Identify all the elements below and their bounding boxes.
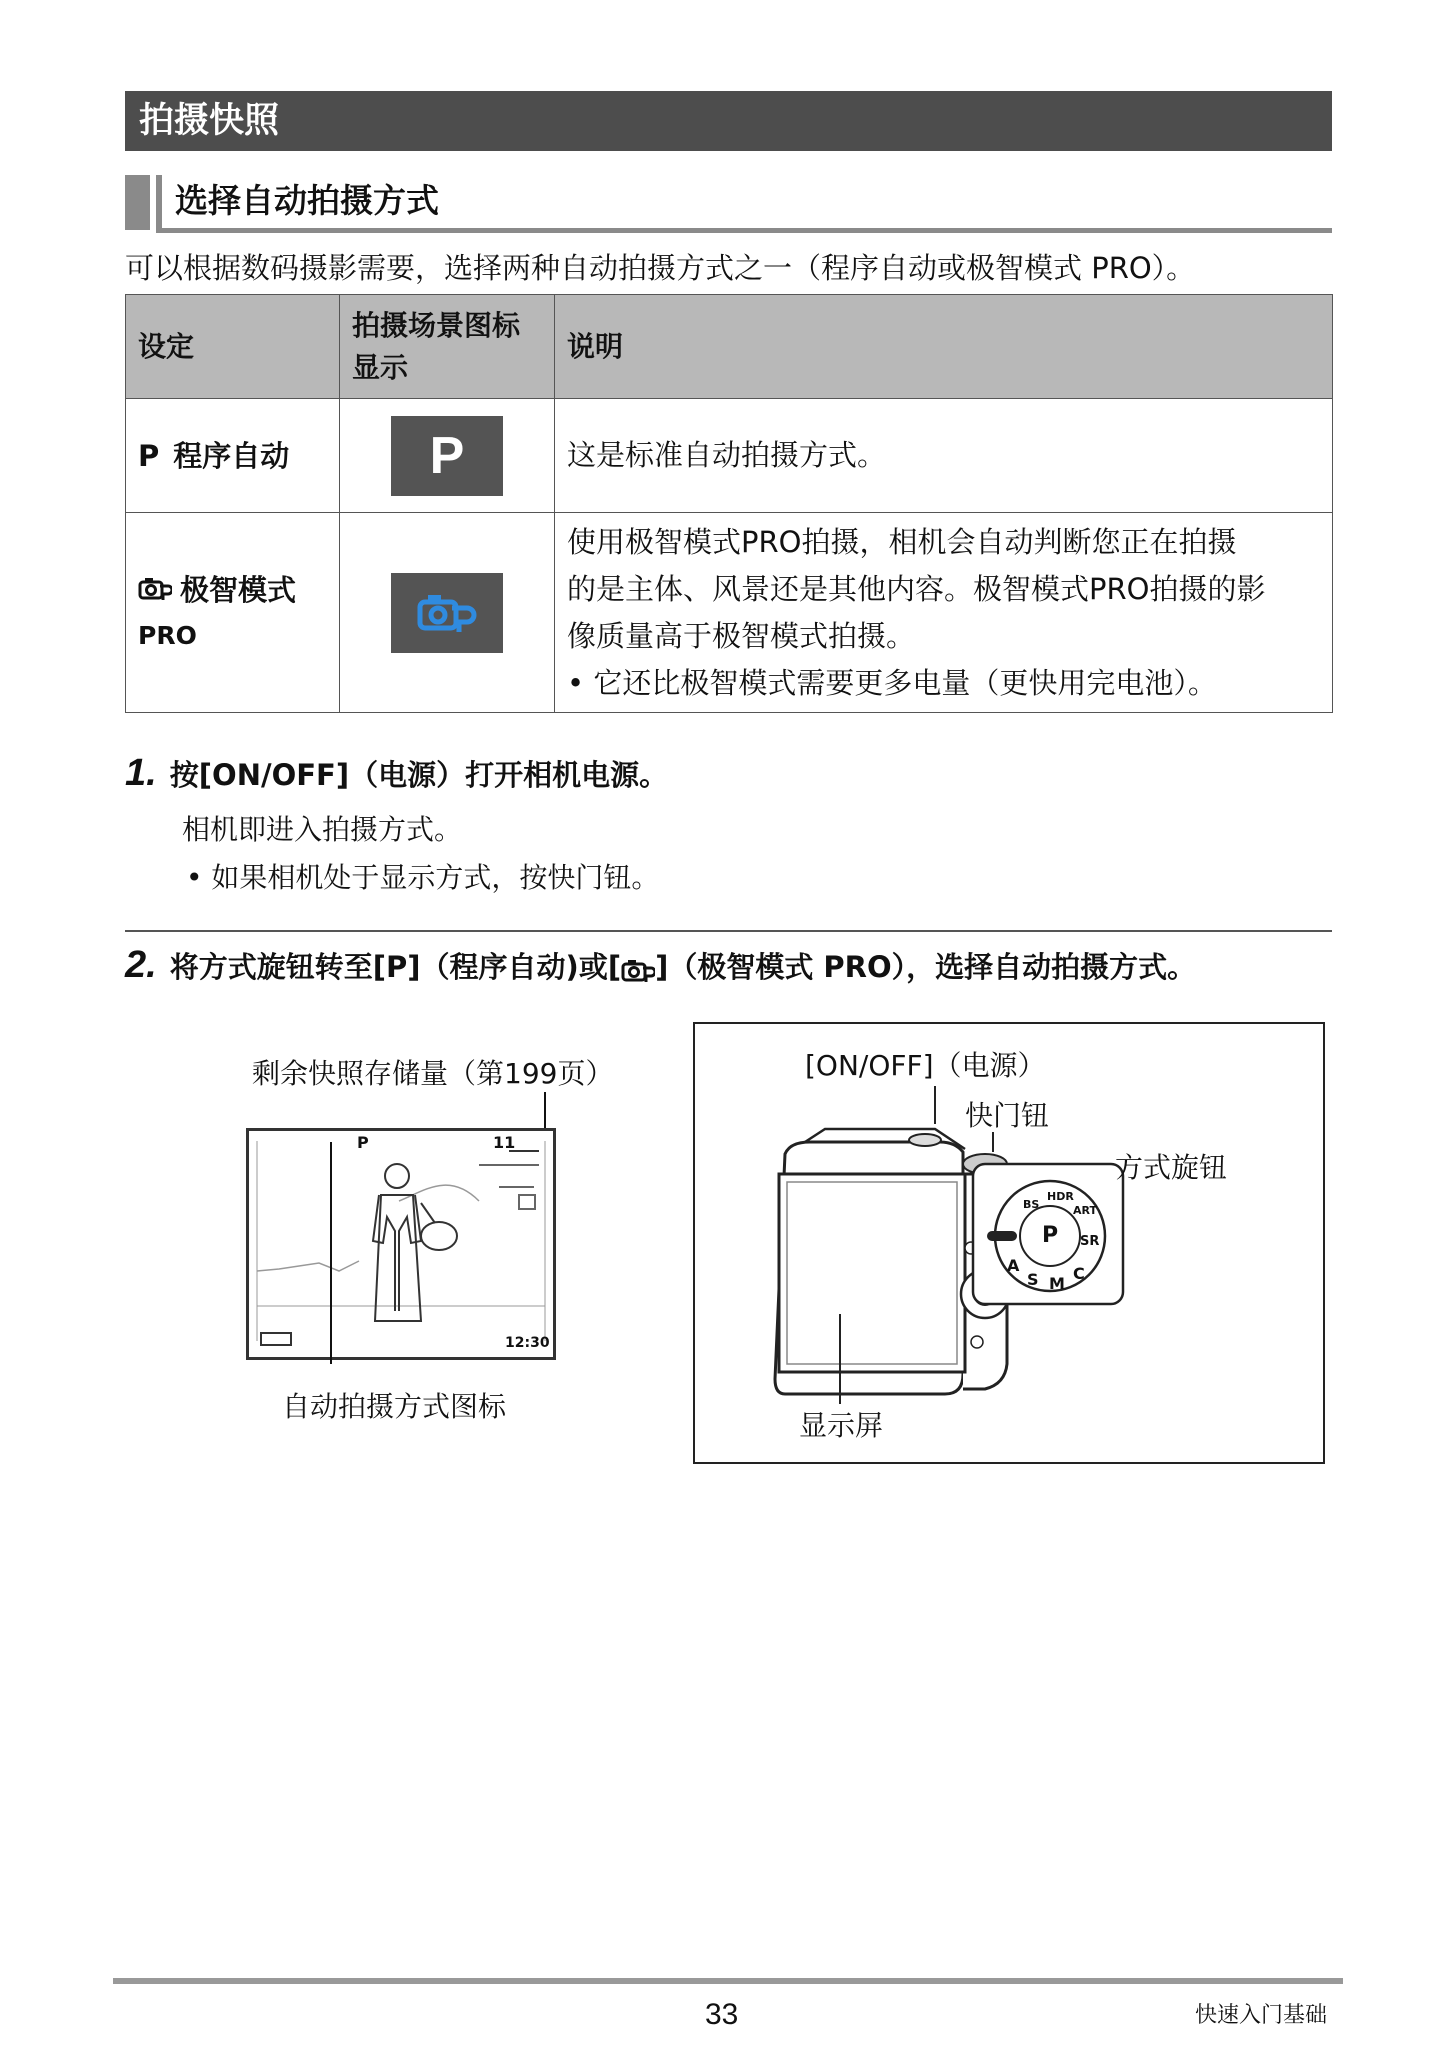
setting-label: 程序自动 bbox=[173, 438, 290, 473]
intro-text: 可以根据数码摄影需要，选择两种自动拍摄方式之一（程序自动或极智模式 PRO）。 bbox=[125, 251, 1196, 285]
dial-mark-p: P bbox=[1042, 1223, 1059, 1248]
shutter-button-label: 快门钮 bbox=[965, 1099, 1050, 1132]
dial-mark-art: ART bbox=[1073, 1204, 1097, 1217]
remaining-shots-label: 剩余快照存储量（第199页） bbox=[252, 1057, 614, 1090]
header-scene-icon: 拍摄场景图标显示 bbox=[340, 295, 555, 399]
dial-mark-c: C bbox=[1073, 1264, 1085, 1283]
table-row bbox=[126, 399, 1333, 513]
description-line: 的是主体、风景还是其他内容。极智模式PRO拍摄的影 bbox=[567, 571, 1266, 606]
dial-mark-m: M bbox=[1049, 1274, 1065, 1293]
step-text-part2: ]（极智模式 PRO），选择自动拍摄方式。 bbox=[655, 950, 1197, 984]
description-line: 这是标准自动拍摄方式。 bbox=[567, 438, 887, 472]
dial-mark-bs: BS bbox=[1023, 1198, 1040, 1211]
subsection-marker bbox=[125, 175, 150, 230]
setting-prefix: P bbox=[138, 438, 160, 473]
step-text: 按[ON/OFF]（电源）打开相机电源。 bbox=[169, 758, 669, 792]
setting-label: 极智模式 bbox=[180, 572, 297, 607]
icon-cell bbox=[340, 399, 555, 513]
dial-mark-hdr: HDR bbox=[1047, 1190, 1074, 1203]
auto-mode-icon-label: 自动拍摄方式图标 bbox=[282, 1390, 507, 1423]
subsection-rule bbox=[156, 228, 1332, 233]
icon-cell bbox=[340, 513, 555, 713]
lcd-time: 12:30 bbox=[505, 1335, 550, 1351]
leader-line bbox=[330, 1142, 332, 1364]
camera-illustration-frame bbox=[693, 1022, 1325, 1464]
setting-cell bbox=[126, 399, 340, 513]
step-text-part1: 将方式旋钮转至[P]（程序自动)或[ bbox=[169, 950, 622, 984]
dial-mark-a: A bbox=[1007, 1256, 1020, 1275]
subsection-title: 选择自动拍摄方式 bbox=[175, 181, 439, 220]
step-2 bbox=[125, 944, 1196, 988]
step-1-bullet: • 如果相机处于显示方式，按快门钮。 bbox=[186, 861, 660, 894]
header-setting: 设定 bbox=[126, 295, 340, 399]
premium-auto-pro-icon bbox=[391, 573, 503, 653]
step-number: 2. bbox=[125, 944, 157, 986]
description-cell bbox=[555, 399, 1333, 513]
lcd-mode-indicator: P bbox=[357, 1133, 369, 1152]
lcd-screen-illustration bbox=[246, 1128, 556, 1360]
subsection-marker-thin bbox=[156, 175, 162, 230]
table-row bbox=[126, 513, 1333, 713]
mode-dial-label: 方式旋钮 bbox=[1115, 1151, 1228, 1184]
description-line: 像质量高于极智模式拍摄。 bbox=[567, 618, 916, 653]
dial-mark-sr: SR bbox=[1080, 1234, 1100, 1249]
setting-cell bbox=[126, 513, 340, 713]
dial-mark-s: S bbox=[1027, 1270, 1039, 1289]
table-header-row bbox=[126, 295, 1333, 399]
page-number: 33 bbox=[705, 1998, 739, 2031]
auto-mode-table bbox=[125, 294, 1333, 713]
footer-rule bbox=[113, 1978, 1343, 1984]
program-auto-icon bbox=[391, 416, 503, 496]
display-screen-label: 显示屏 bbox=[799, 1409, 884, 1442]
setting-label-line2: PRO bbox=[138, 620, 197, 650]
section-title: 拍摄快照 bbox=[125, 91, 1332, 151]
premium-auto-icon bbox=[621, 958, 655, 988]
lcd-shot-count: 11 bbox=[493, 1133, 516, 1152]
program-auto-icon-text: P bbox=[429, 426, 465, 485]
step-1 bbox=[125, 752, 668, 795]
step-1-body: 相机即进入拍摄方式。 bbox=[182, 813, 463, 846]
step-number: 1. bbox=[125, 752, 157, 794]
description-bullet: • 它还比极智模式需要更多电量（更快用完电池）。 bbox=[567, 665, 1217, 700]
premium-auto-icon bbox=[138, 570, 172, 614]
footer-category: 快速入门基础 bbox=[1195, 2003, 1328, 2028]
description-line: 使用极智模式PRO拍摄，相机会自动判断您正在拍摄 bbox=[567, 524, 1237, 559]
power-button-label: [ON/OFF]（电源） bbox=[805, 1049, 1046, 1082]
description-cell bbox=[555, 513, 1333, 713]
header-description: 说明 bbox=[555, 295, 1333, 399]
step-divider bbox=[125, 930, 1332, 932]
